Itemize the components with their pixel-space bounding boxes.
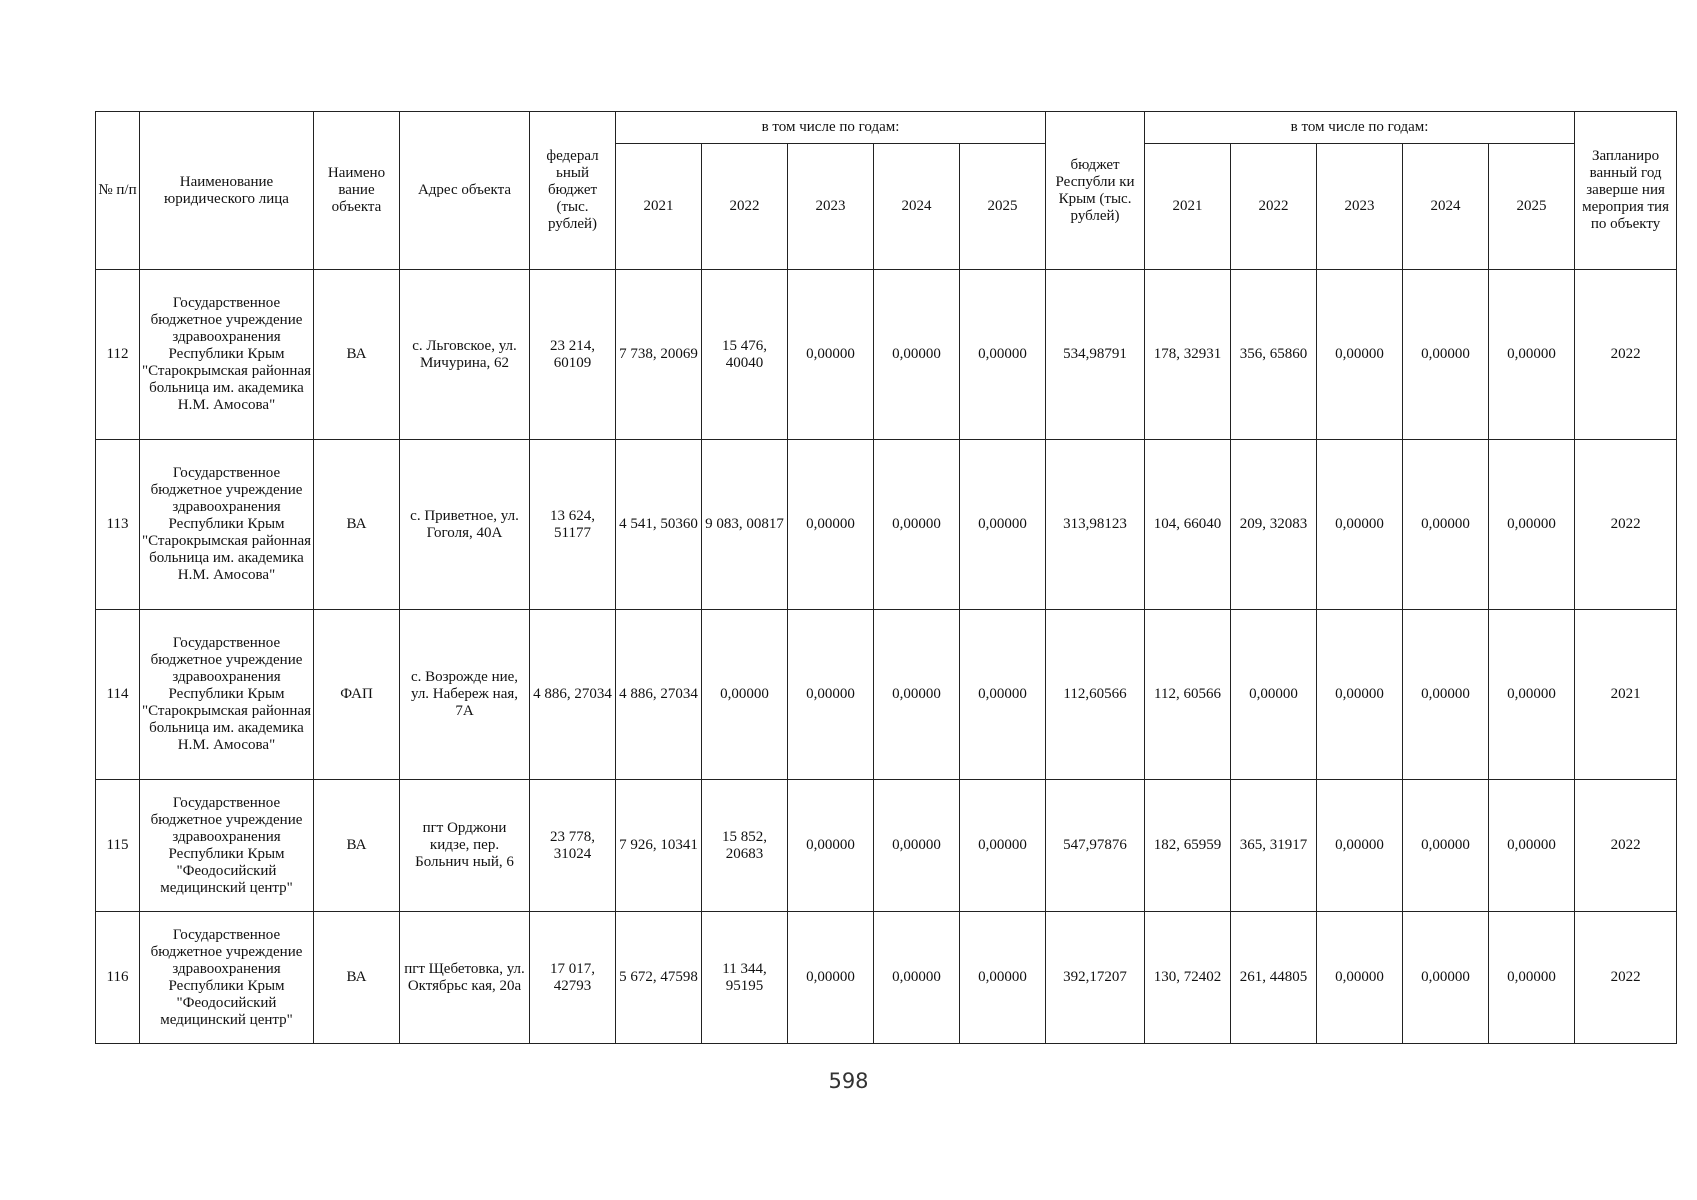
fed-year-value: 0,00000 [960, 780, 1046, 912]
fed-year-value: 0,00000 [788, 270, 874, 440]
reg-year-value: 182, 65959 [1145, 780, 1231, 912]
reg-year-value: 0,00000 [1489, 440, 1575, 610]
header-federal: федерал ьный бюджет (тыс. рублей) [530, 112, 616, 270]
fed-year-value: 7 926, 10341 [616, 780, 702, 912]
planned-year: 2022 [1575, 270, 1677, 440]
reg-year-value: 209, 32083 [1231, 440, 1317, 610]
header-fed-year: 2021 [616, 144, 702, 270]
fed-year-value: 0,00000 [788, 780, 874, 912]
regional-total: 313,98123 [1046, 440, 1145, 610]
header-reg-year: 2024 [1403, 144, 1489, 270]
object-address: пгт Орджони кидзе, пер. Больнич ный, 6 [400, 780, 530, 912]
object-type: ВА [314, 270, 400, 440]
federal-total: 23 778, 31024 [530, 780, 616, 912]
reg-year-value: 130, 72402 [1145, 912, 1231, 1044]
table-row [96, 440, 1677, 610]
fed-year-value: 0,00000 [874, 270, 960, 440]
row-num: 115 [96, 780, 140, 912]
fed-year-value: 15 476, 40040 [702, 270, 788, 440]
reg-year-value: 178, 32931 [1145, 270, 1231, 440]
fed-year-value: 4 541, 50360 [616, 440, 702, 610]
planned-year: 2022 [1575, 912, 1677, 1044]
object-address: пгт Щебетовка, ул. Октябрьс кая, 20а [400, 912, 530, 1044]
object-type: ВА [314, 912, 400, 1044]
reg-year-value: 0,00000 [1489, 780, 1575, 912]
reg-year-value: 0,00000 [1317, 610, 1403, 780]
fed-year-value: 7 738, 20069 [616, 270, 702, 440]
row-num: 114 [96, 610, 140, 780]
reg-year-value: 0,00000 [1317, 270, 1403, 440]
budget-table [95, 111, 1677, 1044]
regional-total: 534,98791 [1046, 270, 1145, 440]
reg-year-value: 365, 31917 [1231, 780, 1317, 912]
reg-year-value: 112, 60566 [1145, 610, 1231, 780]
object-address: с. Льговское, ул. Мичурина, 62 [400, 270, 530, 440]
reg-year-value: 0,00000 [1231, 610, 1317, 780]
reg-year-value: 0,00000 [1403, 780, 1489, 912]
fed-year-value: 0,00000 [788, 912, 874, 1044]
reg-year-value: 0,00000 [1489, 912, 1575, 1044]
org-name: Государственное бюджетное учреждение здравоохранения Республики Крым "Феодосийский медицинский центр" [140, 780, 314, 912]
org-name: Государственное бюджетное учреждение здравоохранения Республики Крым "Старокрымская районная больница им. академика Н.М. Амосова" [140, 440, 314, 610]
header-fed-year: 2025 [960, 144, 1046, 270]
header-fed-year: 2023 [788, 144, 874, 270]
row-num: 116 [96, 912, 140, 1044]
planned-year: 2021 [1575, 610, 1677, 780]
regional-total: 547,97876 [1046, 780, 1145, 912]
fed-year-value: 0,00000 [960, 912, 1046, 1044]
org-name: Государственное бюджетное учреждение здравоохранения Республики Крым "Феодосийский медицинский центр" [140, 912, 314, 1044]
header-object: Наимено вание объекта [314, 112, 400, 270]
org-name: Государственное бюджетное учреждение здравоохранения Республики Крым "Старокрымская районная больница им. академика Н.М. Амосова" [140, 610, 314, 780]
object-type: ВА [314, 440, 400, 610]
reg-year-value: 0,00000 [1489, 270, 1575, 440]
row-num: 113 [96, 440, 140, 610]
regional-total: 392,17207 [1046, 912, 1145, 1044]
row-num: 112 [96, 270, 140, 440]
object-type: ФАП [314, 610, 400, 780]
header-reg-year: 2021 [1145, 144, 1231, 270]
reg-year-value: 0,00000 [1403, 610, 1489, 780]
table-row [96, 912, 1677, 1044]
fed-year-value: 5 672, 47598 [616, 912, 702, 1044]
header-reg-year: 2022 [1231, 144, 1317, 270]
header-fed-year: 2022 [702, 144, 788, 270]
reg-year-value: 0,00000 [1317, 440, 1403, 610]
page-number: 598 [828, 1069, 869, 1093]
org-name: Государственное бюджетное учреждение здравоохранения Республики Крым "Старокрымская районная больница им. академика Н.М. Амосова" [140, 270, 314, 440]
header-address: Адрес объекта [400, 112, 530, 270]
table-row [96, 780, 1677, 912]
reg-year-value: 0,00000 [1489, 610, 1575, 780]
fed-year-value: 0,00000 [960, 440, 1046, 610]
header-num: № п/п [96, 112, 140, 270]
reg-year-value: 0,00000 [1403, 912, 1489, 1044]
header-planned: Запланиро ванный год заверше ния мероприя тия по объекту [1575, 112, 1677, 270]
fed-year-value: 15 852, 20683 [702, 780, 788, 912]
fed-year-value: 4 886, 27034 [616, 610, 702, 780]
fed-year-value: 0,00000 [874, 780, 960, 912]
reg-year-value: 356, 65860 [1231, 270, 1317, 440]
fed-year-value: 0,00000 [960, 270, 1046, 440]
object-type: ВА [314, 780, 400, 912]
fed-year-value: 0,00000 [788, 440, 874, 610]
reg-year-value: 0,00000 [1403, 270, 1489, 440]
fed-year-value: 0,00000 [874, 912, 960, 1044]
header-reg-by-years: в том числе по годам: [1145, 112, 1575, 144]
table-header [96, 112, 1677, 270]
fed-year-value: 0,00000 [788, 610, 874, 780]
header-fed-year: 2024 [874, 144, 960, 270]
header-org: Наименование юридического лица [140, 112, 314, 270]
table-row [96, 610, 1677, 780]
header-fed-by-years: в том числе по годам: [616, 112, 1046, 144]
fed-year-value: 11 344, 95195 [702, 912, 788, 1044]
table-body [96, 270, 1677, 1044]
header-reg-year: 2023 [1317, 144, 1403, 270]
fed-year-value: 0,00000 [874, 440, 960, 610]
fed-year-value: 0,00000 [874, 610, 960, 780]
header-reg-year: 2025 [1489, 144, 1575, 270]
federal-total: 13 624, 51177 [530, 440, 616, 610]
reg-year-value: 261, 44805 [1231, 912, 1317, 1044]
federal-total: 4 886, 27034 [530, 610, 616, 780]
fed-year-value: 0,00000 [702, 610, 788, 780]
fed-year-value: 9 083, 00817 [702, 440, 788, 610]
object-address: с. Приветное, ул. Гоголя, 40А [400, 440, 530, 610]
federal-total: 23 214, 60109 [530, 270, 616, 440]
header-regional: бюджет Республи ки Крым (тыс. рублей) [1046, 112, 1145, 270]
table-row [96, 270, 1677, 440]
object-address: с. Возрожде ние, ул. Набереж ная, 7А [400, 610, 530, 780]
planned-year: 2022 [1575, 780, 1677, 912]
federal-total: 17 017, 42793 [530, 912, 616, 1044]
fed-year-value: 0,00000 [960, 610, 1046, 780]
reg-year-value: 0,00000 [1403, 440, 1489, 610]
reg-year-value: 0,00000 [1317, 912, 1403, 1044]
planned-year: 2022 [1575, 440, 1677, 610]
reg-year-value: 104, 66040 [1145, 440, 1231, 610]
regional-total: 112,60566 [1046, 610, 1145, 780]
reg-year-value: 0,00000 [1317, 780, 1403, 912]
